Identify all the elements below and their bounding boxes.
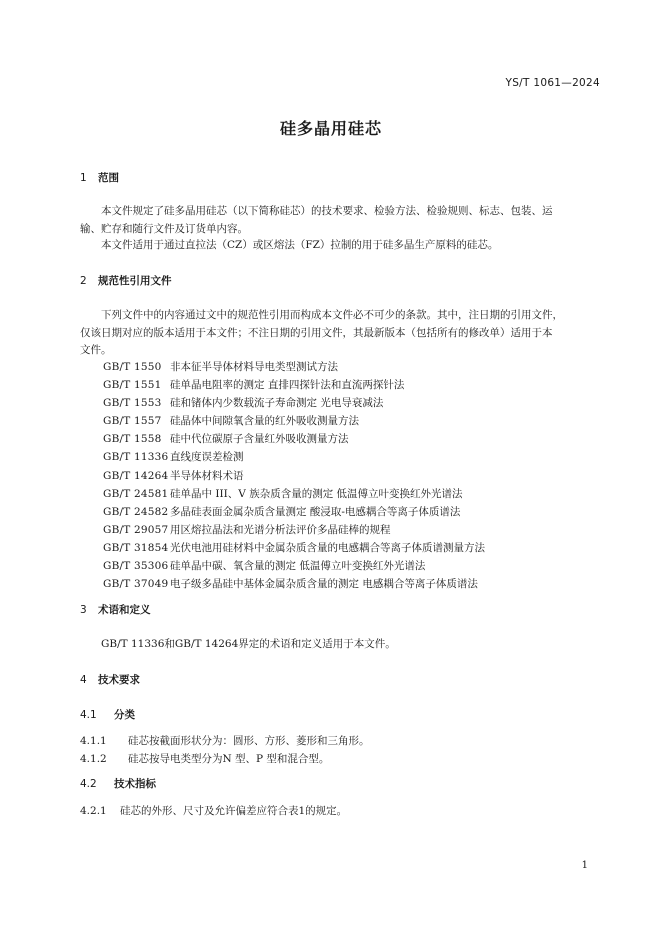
clause-number: 4.1.2	[80, 753, 107, 765]
reference-item	[103, 522, 485, 540]
clause-number: 4.1.1	[80, 735, 107, 747]
reference-code: GB/T 24582	[103, 505, 169, 518]
section-number: 1	[80, 172, 87, 184]
section-4-heading	[80, 672, 140, 687]
reference-title: 光伏电池用硅材料中金属杂质含量的电感耦合等离子体质谱测量方法	[170, 541, 485, 554]
reference-title: 电子级多晶硅中基体金属杂质含量的测定 电感耦合等离子体质谱法	[170, 578, 478, 591]
reference-code: GB/T 1558	[103, 433, 162, 446]
paragraph-line: 仅该日期对应的版本适用于本文件；不注日期的引用文件，其最新版本（包括所有的修改单）适用于本	[80, 326, 553, 339]
reference-title: 硅单晶中碳、氧含量的测定 低温傅立叶变换红外光谱法	[170, 560, 426, 573]
reference-item	[103, 395, 485, 413]
clause-text: 硅芯按截面形状分为：圆形、方形、菱形和三角形。	[128, 735, 370, 747]
clause-4-1-2	[80, 751, 329, 766]
reference-item	[103, 431, 485, 449]
paragraph-line: 本文件规定了硅多晶用硅芯（以下简称硅芯）的技术要求、检验方法、检验规则、标志、包装、运	[101, 205, 553, 217]
section-2-paragraph-1	[80, 307, 600, 360]
subsection-number: 4.1	[80, 709, 97, 721]
reference-item	[103, 413, 485, 431]
reference-list	[103, 359, 485, 594]
clause-number: 4.2.1	[80, 805, 107, 817]
section-number: 2	[80, 275, 87, 287]
subsection-4-2-heading	[80, 776, 156, 791]
reference-item	[103, 558, 485, 576]
section-3-paragraph-1	[80, 636, 600, 654]
page-number: 1	[581, 860, 588, 871]
reference-title: 硅单晶中 III、V 族杂质含量的测定 低温傅立叶变换红外光谱法	[170, 487, 463, 500]
reference-code: GB/T 35306	[103, 560, 169, 573]
section-title: 规范性引用文件	[98, 275, 172, 287]
reference-code: GB/T 37049	[103, 578, 169, 591]
section-title: 技术要求	[98, 674, 140, 686]
reference-item	[103, 449, 485, 467]
doc-code: YS/T 1061—2024	[505, 77, 600, 89]
section-number: 3	[80, 604, 87, 616]
reference-title: 硅和锗体内少数载流子寿命测定 光电导衰减法	[170, 397, 384, 410]
paragraph-line: 文件。	[80, 344, 112, 356]
subsection-number: 4.2	[80, 778, 97, 790]
section-2-heading	[80, 273, 172, 288]
section-1-paragraph-2	[80, 237, 600, 255]
reference-item	[103, 576, 485, 594]
clause-4-2-1	[80, 803, 347, 818]
reference-item	[103, 486, 485, 504]
reference-title: 半导体材料术语	[170, 469, 244, 482]
reference-title: 直线度误差检测	[170, 451, 244, 464]
paragraph-line: GB/T 11336和GB/T 14264界定的术语和定义适用于本文件。	[101, 638, 396, 650]
reference-item	[103, 504, 485, 522]
reference-item	[103, 540, 485, 558]
reference-code: GB/T 29057	[103, 523, 169, 536]
subsection-title: 分类	[114, 709, 135, 721]
reference-item	[103, 468, 485, 486]
reference-code: GB/T 31854	[103, 541, 169, 554]
reference-code: GB/T 1557	[103, 415, 162, 428]
reference-code: GB/T 11336	[103, 451, 169, 464]
reference-code: GB/T 14264	[103, 469, 169, 482]
reference-title: 硅中代位碳原子含量红外吸收测量方法	[170, 433, 349, 446]
reference-item	[103, 377, 485, 395]
reference-title: 硅单晶电阻率的测定 直排四探针法和直流两探针法	[170, 379, 405, 392]
section-1-heading	[80, 170, 119, 185]
reference-title: 多晶硅表面金属杂质含量测定 酸浸取-电感耦合等离子体质谱法	[170, 505, 461, 518]
section-title: 范围	[98, 172, 119, 184]
section-3-heading	[80, 602, 151, 617]
reference-code: GB/T 1553	[103, 397, 162, 410]
reference-title: 非本征半导体材料导电类型测试方法	[170, 361, 338, 373]
clause-text: 硅芯的外形、尺寸及允许偏差应符合表1的规定。	[120, 805, 348, 817]
reference-title: 用区熔拉晶法和光谱分析法评价多晶硅棒的规程	[170, 523, 391, 536]
section-1-paragraph-1	[80, 203, 600, 238]
reference-code: GB/T 24581	[103, 487, 169, 500]
paragraph-line: 下列文件中的内容通过文中的规范性引用而构成本文件必不可少的条款。其中，注日期的引用文件，	[101, 309, 563, 321]
section-title: 术语和定义	[98, 604, 151, 616]
reference-code: GB/T 1550	[103, 361, 162, 373]
section-number: 4	[80, 674, 87, 686]
paragraph-line: 输、贮存和随行文件及订货单内容。	[80, 222, 248, 235]
subsection-title: 技术指标	[114, 778, 156, 790]
paragraph-line: 本文件适用于通过直拉法（CZ）或区熔法（FZ）拉制的用于硅多晶生产原料的硅芯。	[101, 239, 499, 251]
subsection-4-1-heading	[80, 707, 135, 722]
clause-text: 硅芯按导电类型分为N 型、P 型和混合型。	[128, 753, 330, 765]
reference-title: 硅晶体中间隙氧含量的红外吸收测量方法	[170, 415, 359, 428]
clause-4-1-1	[80, 733, 370, 748]
reference-code: GB/T 1551	[103, 379, 162, 392]
reference-item	[103, 359, 485, 377]
document-title: 硅多晶用硅芯	[279, 119, 382, 138]
